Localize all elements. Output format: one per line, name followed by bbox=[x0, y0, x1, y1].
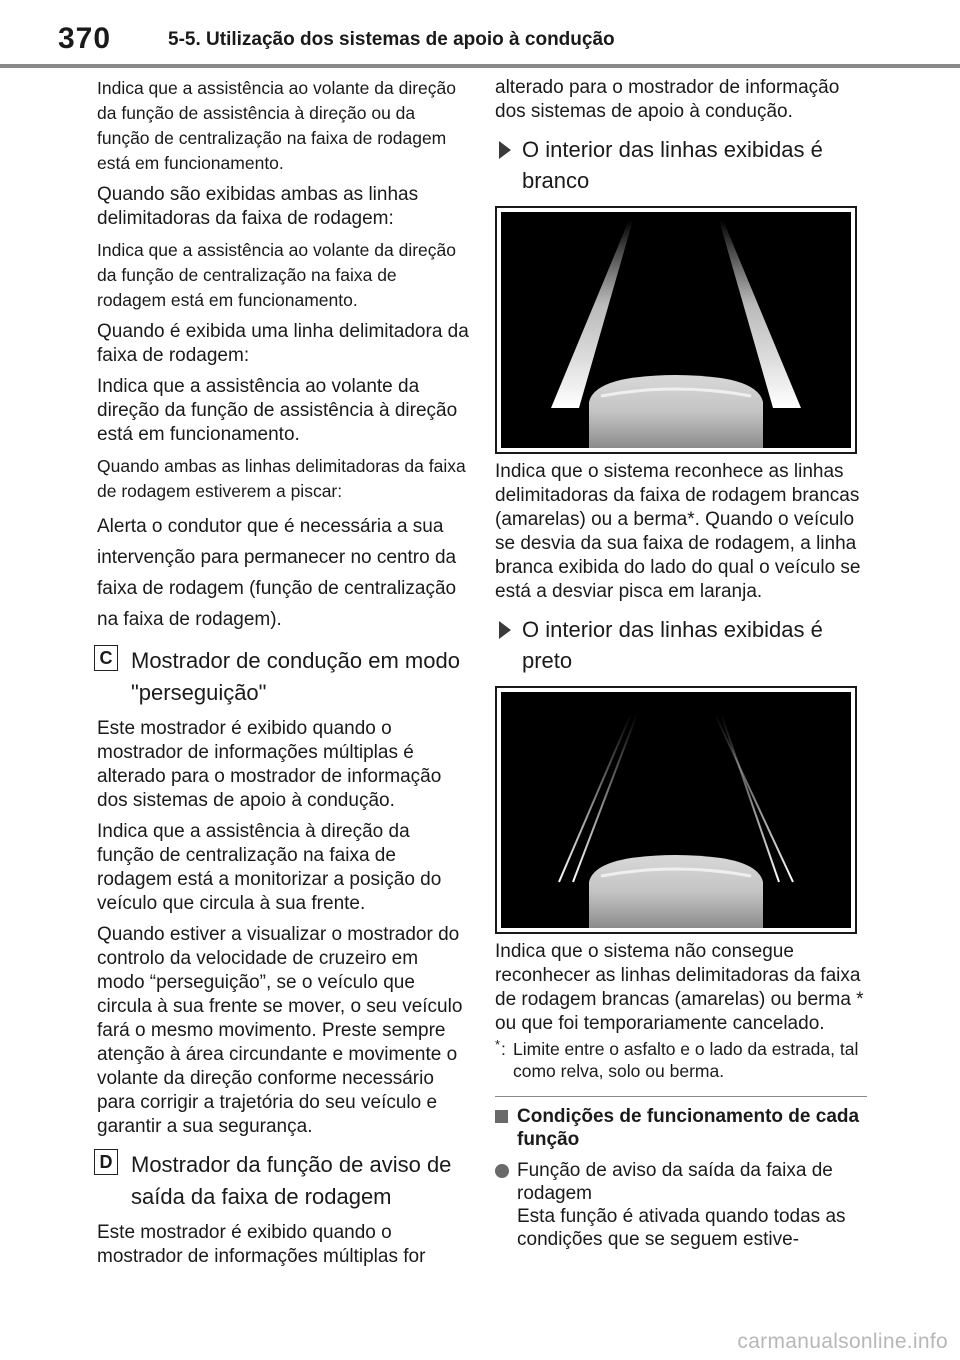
paragraph: Quando são exibidas ambas as linhas delimitadoras da faixa de rodagem: bbox=[97, 184, 419, 229]
lane-display-black-illustration bbox=[495, 686, 857, 934]
watermark: carmanualsonline.info bbox=[737, 1330, 948, 1353]
right-column bbox=[495, 76, 867, 1251]
section-title: 5-5. Utilização dos sistemas de apoio à condução bbox=[168, 29, 615, 50]
paragraph: Indica que a assistência à direção da função de centralização na faixa de rodagem está a monitorizar a posição do veículo que circula à sua frente. bbox=[97, 821, 442, 914]
paragraph: Alerta o condutor que é necessária a sua intervenção para permanecer no centro da faixa de rodagem (função de centralização na faixa de rodagem). bbox=[97, 516, 457, 630]
subsection-title: Mostrador da função de aviso de saída da faixa de rodagem bbox=[131, 1152, 452, 1209]
square-bullet-icon bbox=[495, 1110, 508, 1123]
bullet-item bbox=[495, 1159, 867, 1251]
footnote bbox=[495, 1038, 867, 1082]
conditions-heading-text: Condições de funcionamento de cada função bbox=[517, 1106, 860, 1150]
paragraph: alterado para o mostrador de informação dos sistemas de apoio à condução. bbox=[495, 77, 840, 122]
footnote-text: Limite entre o asfalto e o lado da estrada, tal como relva, solo ou berma. bbox=[513, 1039, 859, 1081]
lane-display-white-illustration bbox=[495, 206, 857, 454]
circle-bullet-icon bbox=[495, 1164, 509, 1178]
paragraph: Indica que a assistência ao volante da direção da função de assistência à direção ou da função de centralização na faixa de rodagem está em funcionamento. bbox=[97, 78, 456, 173]
paragraph: Indica que a assistência ao volante da direção da função de assistência à direção está em funcionamento. bbox=[97, 376, 458, 445]
bullet-title: Função de aviso da saída da faixa de rodagem bbox=[517, 1160, 833, 1204]
page-header bbox=[0, 0, 960, 70]
lane-lines-white-image bbox=[501, 212, 851, 448]
subsection-title: Mostrador de condução em modo "perseguição" bbox=[131, 648, 460, 705]
display-variant-white bbox=[495, 134, 867, 196]
section-divider bbox=[495, 1096, 867, 1097]
conditions-heading bbox=[495, 1105, 867, 1151]
section-letter-d: D bbox=[94, 1149, 118, 1175]
section-letter-c: C bbox=[94, 645, 118, 671]
page-number: 370 bbox=[58, 22, 112, 55]
bullet-text: Esta função é ativada quando todas as condições que se seguem estive- bbox=[517, 1206, 846, 1250]
variant-title: O interior das linhas exibidas é branco bbox=[522, 137, 823, 193]
triangle-bullet-icon bbox=[499, 141, 511, 159]
paragraph: Quando estiver a visualizar o mostrador do controlo da velocidade de cruzeiro em modo “perseguição”, se o veículo que circula à sua frente se mover, o seu veículo fará o mesmo movimento. Preste sempre atenção à área circundante e movimente o volante da direção conforme necessário para corrigir a trajetória do seu veículo e garantir a sua segurança. bbox=[97, 924, 463, 1137]
paragraph: Indica que o sistema reconhece as linhas delimitadoras da faixa de rodagem brancas (amarelas) ou a berma*. Quando o veículo se desvia da sua faixa de rodagem, a linha branca exibida do lado do qual o veículo se está a desviar pisca em laranja. bbox=[495, 461, 861, 602]
paragraph: Indica que a assistência ao volante da direção da função de centralização na faixa de rodagem está em funcionamento. bbox=[97, 240, 456, 310]
paragraph: Quando ambas as linhas delimitadoras da faixa de rodagem estiverem a piscar: bbox=[97, 456, 466, 501]
left-column bbox=[97, 76, 469, 1276]
paragraph: Quando é exibida uma linha delimitadora da faixa de rodagem: bbox=[97, 321, 469, 366]
paragraph: Este mostrador é exibido quando o mostrador de informações múltiplas é alterado para o mostrador de informação dos sistemas de apoio à condução. bbox=[97, 718, 442, 811]
footnote-colon: : bbox=[501, 1039, 506, 1059]
paragraph: Este mostrador é exibido quando o mostrador de informações múltiplas for bbox=[97, 1222, 426, 1267]
subsection-d-heading bbox=[97, 1149, 469, 1213]
triangle-bullet-icon bbox=[499, 621, 511, 639]
subsection-c-heading bbox=[97, 645, 469, 709]
header-rule bbox=[0, 64, 960, 68]
display-variant-black bbox=[495, 614, 867, 676]
lane-lines-black-image bbox=[501, 692, 851, 928]
paragraph: Indica que o sistema não consegue reconhecer as linhas delimitadoras da faixa de rodagem brancas (amarelas) ou berma * ou que foi temporariamente cancelado. bbox=[495, 941, 864, 1034]
variant-title: O interior das linhas exibidas é preto bbox=[522, 617, 823, 673]
footnote-mark: * bbox=[495, 1037, 501, 1052]
